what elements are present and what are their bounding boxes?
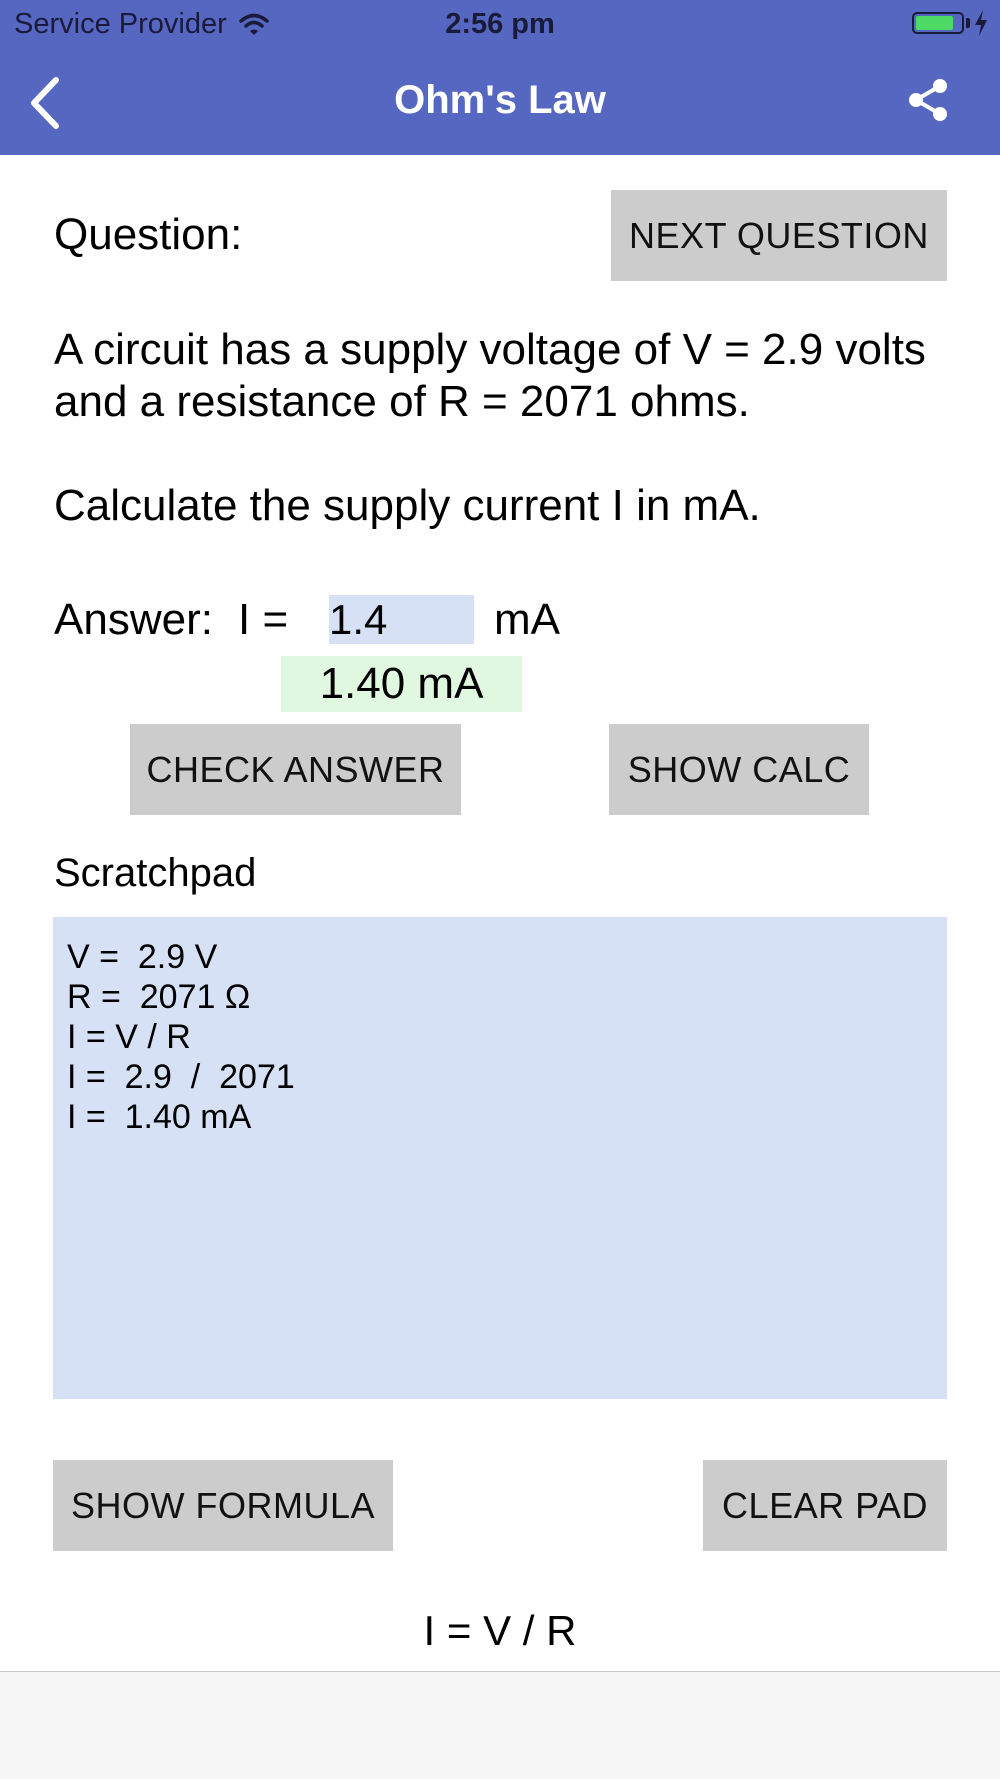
next-question-button[interactable]: NEXT QUESTION <box>611 190 947 281</box>
scratchpad-line: V = 2.9 V <box>67 938 218 976</box>
scratchpad-textarea[interactable] <box>53 917 947 1399</box>
scratchpad-line: I = 1.40 mA <box>67 1098 252 1136</box>
share-icon <box>906 78 950 122</box>
status-time: 2:56 pm <box>445 8 555 40</box>
question-line-2: and a resistance of R = 2071 ohms. <box>54 377 750 426</box>
answer-unit: mA <box>494 595 560 644</box>
battery-icon <box>912 12 964 34</box>
formula-display: I = V / R <box>423 1607 577 1654</box>
answer-variable-label: I = <box>238 595 289 644</box>
scratchpad-label: Scratchpad <box>54 851 257 895</box>
question-line-1: A circuit has a supply voltage of V = 2.9 volts <box>54 325 926 374</box>
battery-tip <box>966 18 970 28</box>
question-prompt: Calculate the supply current I in mA. <box>54 481 761 530</box>
carrier-label: Service Provider <box>14 8 227 40</box>
answer-input[interactable] <box>329 595 474 644</box>
result-display: 1.40 mA <box>281 656 522 712</box>
clear-pad-button[interactable]: CLEAR PAD <box>703 1460 947 1551</box>
question-label: Question: <box>54 210 243 259</box>
scratchpad-line: I = V / R <box>67 1018 191 1056</box>
scratchpad-line: I = 2.9 / 2071 <box>67 1058 295 1096</box>
bottom-bar <box>0 1671 1000 1779</box>
charging-icon <box>974 10 988 41</box>
share-button[interactable] <box>906 78 950 122</box>
page-title: Ohm's Law <box>394 78 606 122</box>
check-answer-button[interactable]: CHECK ANSWER <box>130 724 461 815</box>
show-calc-button[interactable]: SHOW CALC <box>609 724 869 815</box>
scratchpad-line: R = 2071 Ω <box>67 978 251 1016</box>
answer-label: Answer: <box>54 595 213 644</box>
app-header <box>0 0 1000 155</box>
battery-level <box>916 16 953 30</box>
show-formula-button[interactable]: SHOW FORMULA <box>53 1460 393 1551</box>
